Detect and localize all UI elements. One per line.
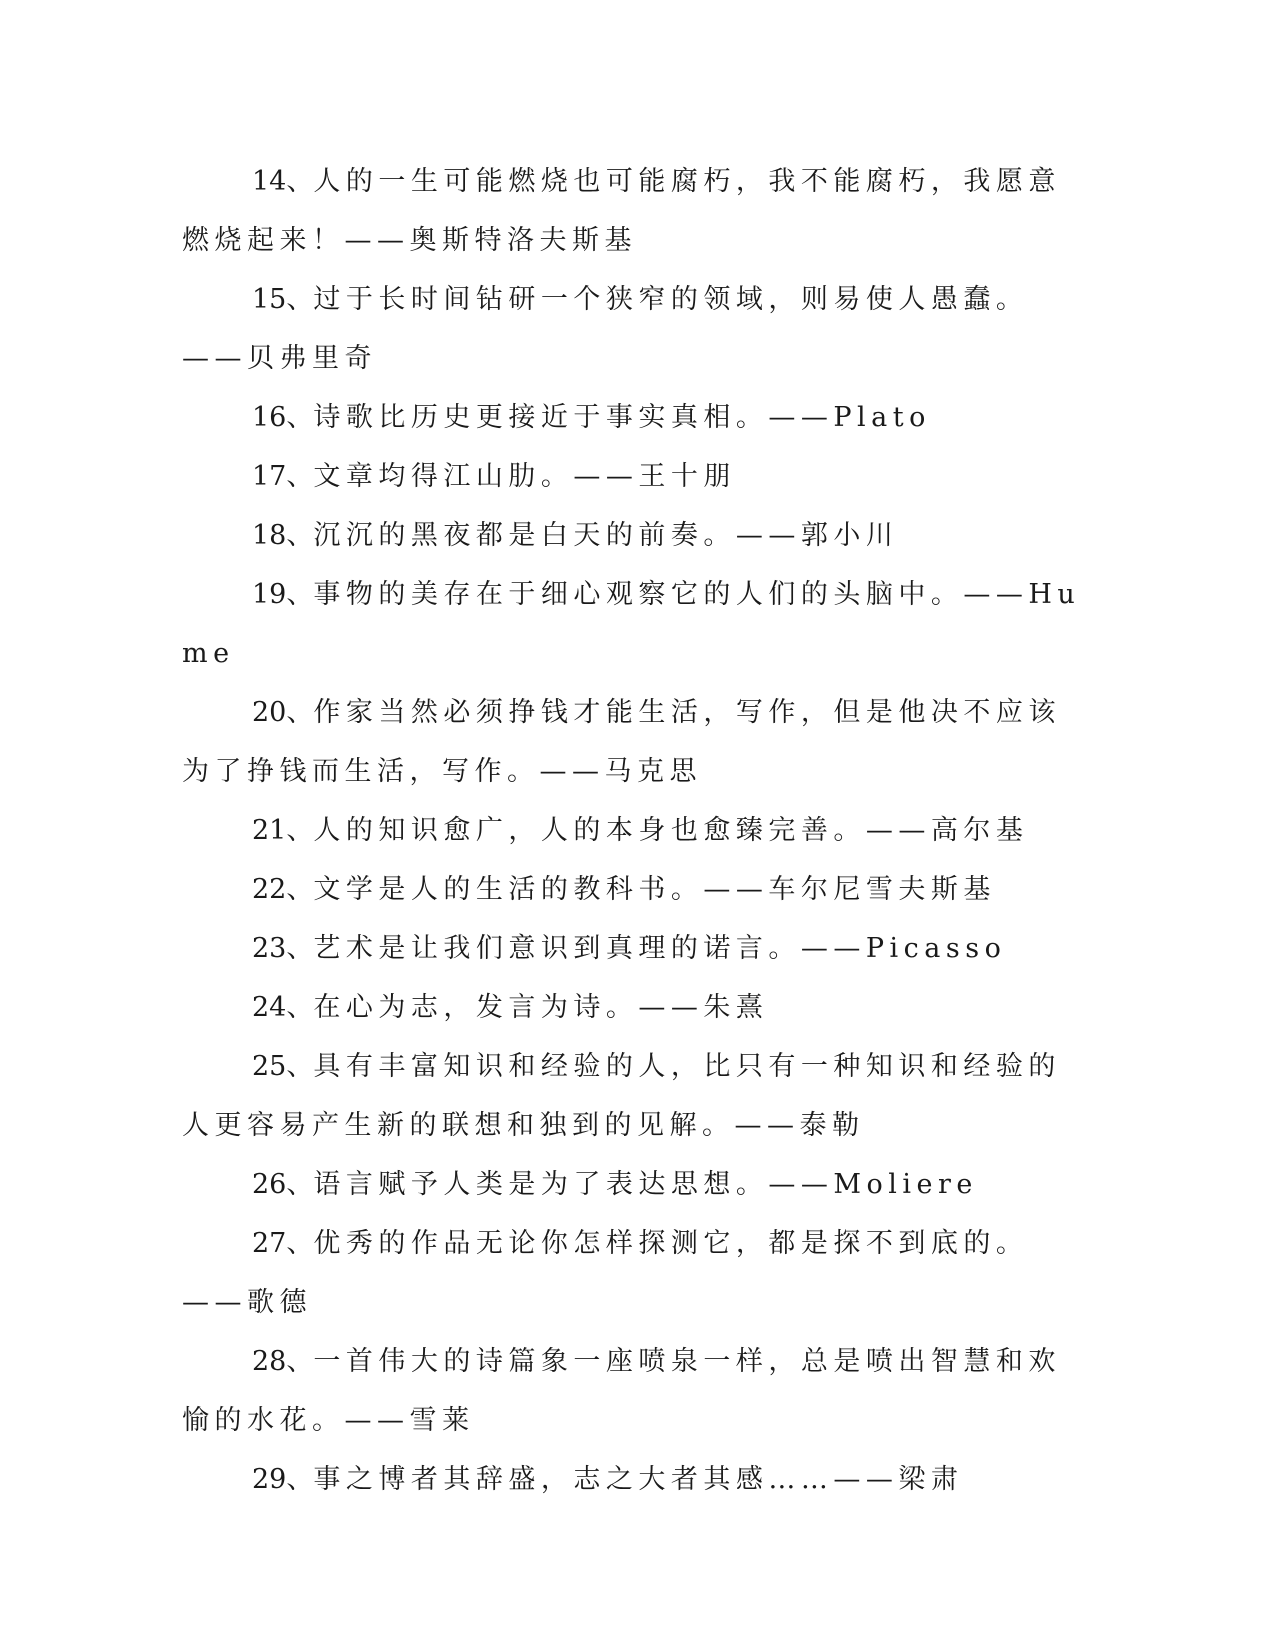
- quote-text: 文学是人的生活的教科书。——车尔尼雪夫斯基: [313, 874, 996, 905]
- quote-number: 29、: [252, 1464, 314, 1495]
- quote-21: [182, 801, 1082, 860]
- quote-24: [182, 978, 1082, 1037]
- quote-number: 20、: [252, 697, 314, 728]
- quote-text: 文章均得江山肋。——王十朋: [313, 461, 736, 492]
- quote-text: 过于长时间钻研一个狭窄的领域，则易使人愚蠢。——贝弗里奇: [182, 284, 1029, 374]
- quote-15: [182, 270, 1082, 388]
- quote-text: 具有丰富知识和经验的人，比只有一种知识和经验的人更容易产生新的联想和独到的见解。——泰勒: [182, 1051, 1061, 1141]
- quote-number: 26、: [252, 1169, 314, 1200]
- quote-number: 27、: [252, 1228, 314, 1259]
- quote-20: [182, 683, 1082, 801]
- quote-text: 沉沉的黑夜都是白天的前奏。——郭小川: [313, 520, 899, 551]
- quote-25: [182, 1037, 1082, 1155]
- quote-number: 19、: [252, 579, 314, 610]
- quote-28: [182, 1332, 1082, 1450]
- quote-number: 22、: [252, 874, 314, 905]
- quote-text: 人的一生可能燃烧也可能腐朽，我不能腐朽，我愿意燃烧起来！——奥斯特洛夫斯基: [182, 166, 1061, 256]
- quote-27: [182, 1214, 1082, 1332]
- quote-number: 16、: [252, 402, 314, 433]
- quote-22: [182, 860, 1082, 919]
- quote-17: [182, 447, 1082, 506]
- quote-number: 25、: [252, 1051, 314, 1082]
- quote-text: 语言赋予人类是为了表达思想。——Moliere: [313, 1169, 978, 1200]
- quote-23: [182, 919, 1082, 978]
- quote-text: 一首伟大的诗篇象一座喷泉一样，总是喷出智慧和欢愉的水花。——雪莱: [182, 1346, 1061, 1436]
- document-page: [182, 152, 1082, 1509]
- quote-text: 事之博者其辞盛，志之大者其感……——梁肃: [313, 1464, 964, 1495]
- quote-number: 23、: [252, 933, 314, 964]
- quote-16: [182, 388, 1082, 447]
- quote-number: 17、: [252, 461, 314, 492]
- quote-number: 24、: [252, 992, 314, 1023]
- quote-text: 人的知识愈广，人的本身也愈臻完善。——高尔基: [313, 815, 1029, 846]
- quote-text: 优秀的作品无论你怎样探测它，都是探不到底的。——歌德: [182, 1228, 1029, 1318]
- quote-number: 21、: [252, 815, 314, 846]
- quote-number: 14、: [252, 166, 314, 197]
- quote-number: 28、: [252, 1346, 314, 1377]
- quote-text: 在心为志，发言为诗。——朱熹: [313, 992, 769, 1023]
- quote-text: 艺术是让我们意识到真理的诺言。——Picasso: [313, 933, 1007, 964]
- quote-18: [182, 506, 1082, 565]
- quote-19: [182, 565, 1082, 683]
- quote-29: [182, 1450, 1082, 1509]
- quote-text: 事物的美存在于细心观察它的人们的头脑中。——Hume: [182, 579, 1081, 669]
- quote-14: [182, 152, 1082, 270]
- quote-text: 诗歌比历史更接近于事实真相。——Plato: [313, 402, 931, 433]
- quote-number: 18、: [252, 520, 314, 551]
- quote-number: 15、: [252, 284, 314, 315]
- quote-text: 作家当然必须挣钱才能生活，写作，但是他决不应该为了挣钱而生活，写作。——马克思: [182, 697, 1061, 787]
- quote-26: [182, 1155, 1082, 1214]
